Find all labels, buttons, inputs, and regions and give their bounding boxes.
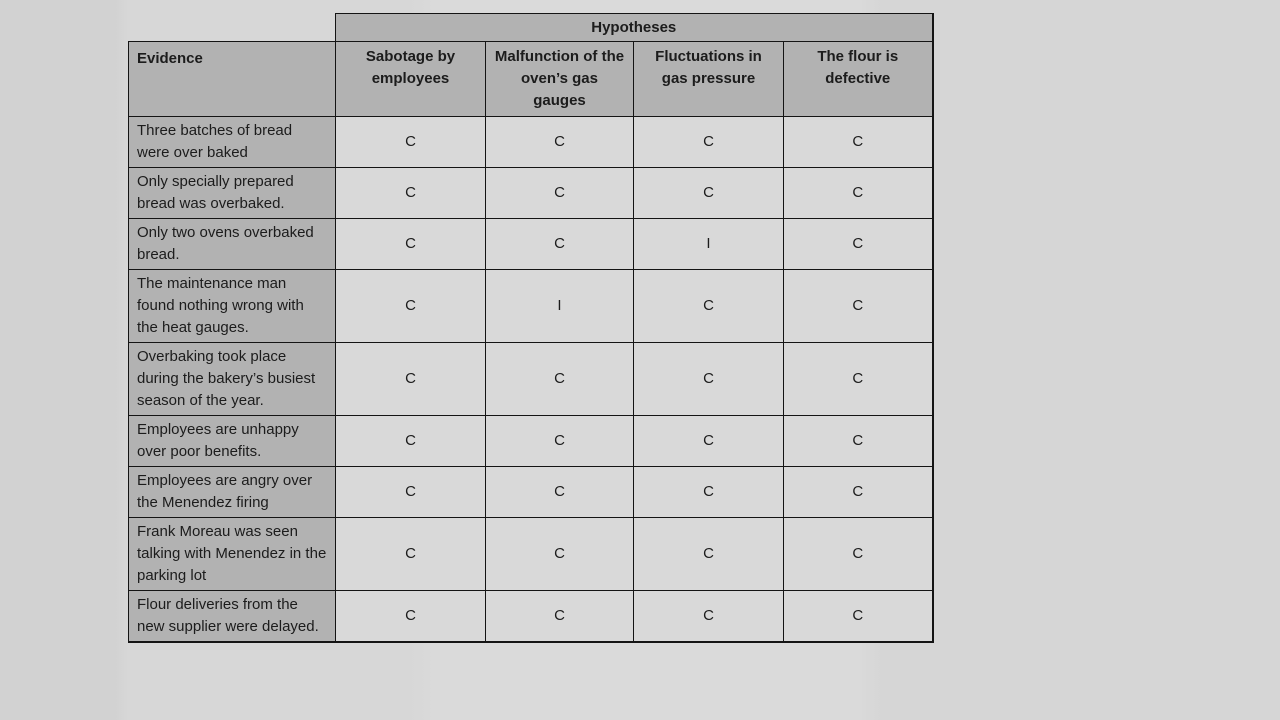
rating-cell: C <box>784 343 933 416</box>
evidence-cell: The maintenance man found nothing wrong with the heat gauges. <box>129 270 336 343</box>
rating-cell: I <box>634 219 784 270</box>
group-header-row <box>129 14 933 42</box>
table-row <box>129 343 933 416</box>
rating-cell: C <box>336 219 486 270</box>
rating-cell: C <box>486 343 634 416</box>
table-row <box>129 467 933 518</box>
evidence-cell: Employees are angry over the Menendez firing <box>129 467 336 518</box>
column-header-fluctuations: Fluctuations in gas pressure <box>634 42 784 117</box>
table-row <box>129 168 933 219</box>
rating-cell: C <box>486 467 634 518</box>
rating-cell: C <box>634 467 784 518</box>
column-header-malfunction: Malfunction of the oven’s gas gauges <box>486 42 634 117</box>
table-row <box>129 219 933 270</box>
evidence-cell: Three batches of bread were over baked <box>129 117 336 168</box>
rating-cell: C <box>336 343 486 416</box>
table-row <box>129 518 933 591</box>
rating-cell: C <box>634 591 784 643</box>
rating-cell: C <box>336 270 486 343</box>
rating-cell: C <box>486 591 634 643</box>
rating-cell: C <box>634 518 784 591</box>
rating-cell: C <box>336 518 486 591</box>
evidence-cell: Frank Moreau was seen talking with Menendez in the parking lot <box>129 518 336 591</box>
rating-cell: C <box>784 518 933 591</box>
rating-cell: C <box>634 270 784 343</box>
rating-cell: C <box>634 343 784 416</box>
rating-cell: C <box>784 467 933 518</box>
table-row <box>129 416 933 467</box>
rating-cell: C <box>634 168 784 219</box>
rating-cell: C <box>336 168 486 219</box>
rating-cell: C <box>784 270 933 343</box>
ach-matrix-table <box>128 13 934 643</box>
rating-cell: C <box>486 168 634 219</box>
rating-cell: C <box>486 518 634 591</box>
rating-cell: C <box>634 416 784 467</box>
evidence-cell: Overbaking took place during the bakery’s busiest season of the year. <box>129 343 336 416</box>
rating-cell: C <box>486 117 634 168</box>
rating-cell: C <box>336 591 486 643</box>
rating-cell: C <box>784 591 933 643</box>
rating-cell: C <box>784 416 933 467</box>
rating-cell: C <box>784 219 933 270</box>
rating-cell: C <box>634 117 784 168</box>
evidence-column-header: Evidence <box>129 42 336 117</box>
rating-cell: C <box>336 117 486 168</box>
rating-cell: I <box>486 270 634 343</box>
table-row <box>129 591 933 643</box>
rating-cell: C <box>784 117 933 168</box>
corner-spacer <box>129 14 336 42</box>
evidence-cell: Flour deliveries from the new supplier were delayed. <box>129 591 336 643</box>
table-body <box>129 117 933 643</box>
rating-cell: C <box>336 467 486 518</box>
rating-cell: C <box>784 168 933 219</box>
column-header-row <box>129 42 933 117</box>
hypotheses-group-header: Hypotheses <box>336 14 933 42</box>
rating-cell: C <box>486 416 634 467</box>
column-header-flour: The flour is defective <box>784 42 933 117</box>
evidence-cell: Only two ovens overbaked bread. <box>129 219 336 270</box>
table-row <box>129 117 933 168</box>
evidence-cell: Employees are unhappy over poor benefits. <box>129 416 336 467</box>
rating-cell: C <box>336 416 486 467</box>
table-row <box>129 270 933 343</box>
column-header-sabotage: Sabotage by employees <box>336 42 486 117</box>
evidence-cell: Only specially prepared bread was overbaked. <box>129 168 336 219</box>
rating-cell: C <box>486 219 634 270</box>
